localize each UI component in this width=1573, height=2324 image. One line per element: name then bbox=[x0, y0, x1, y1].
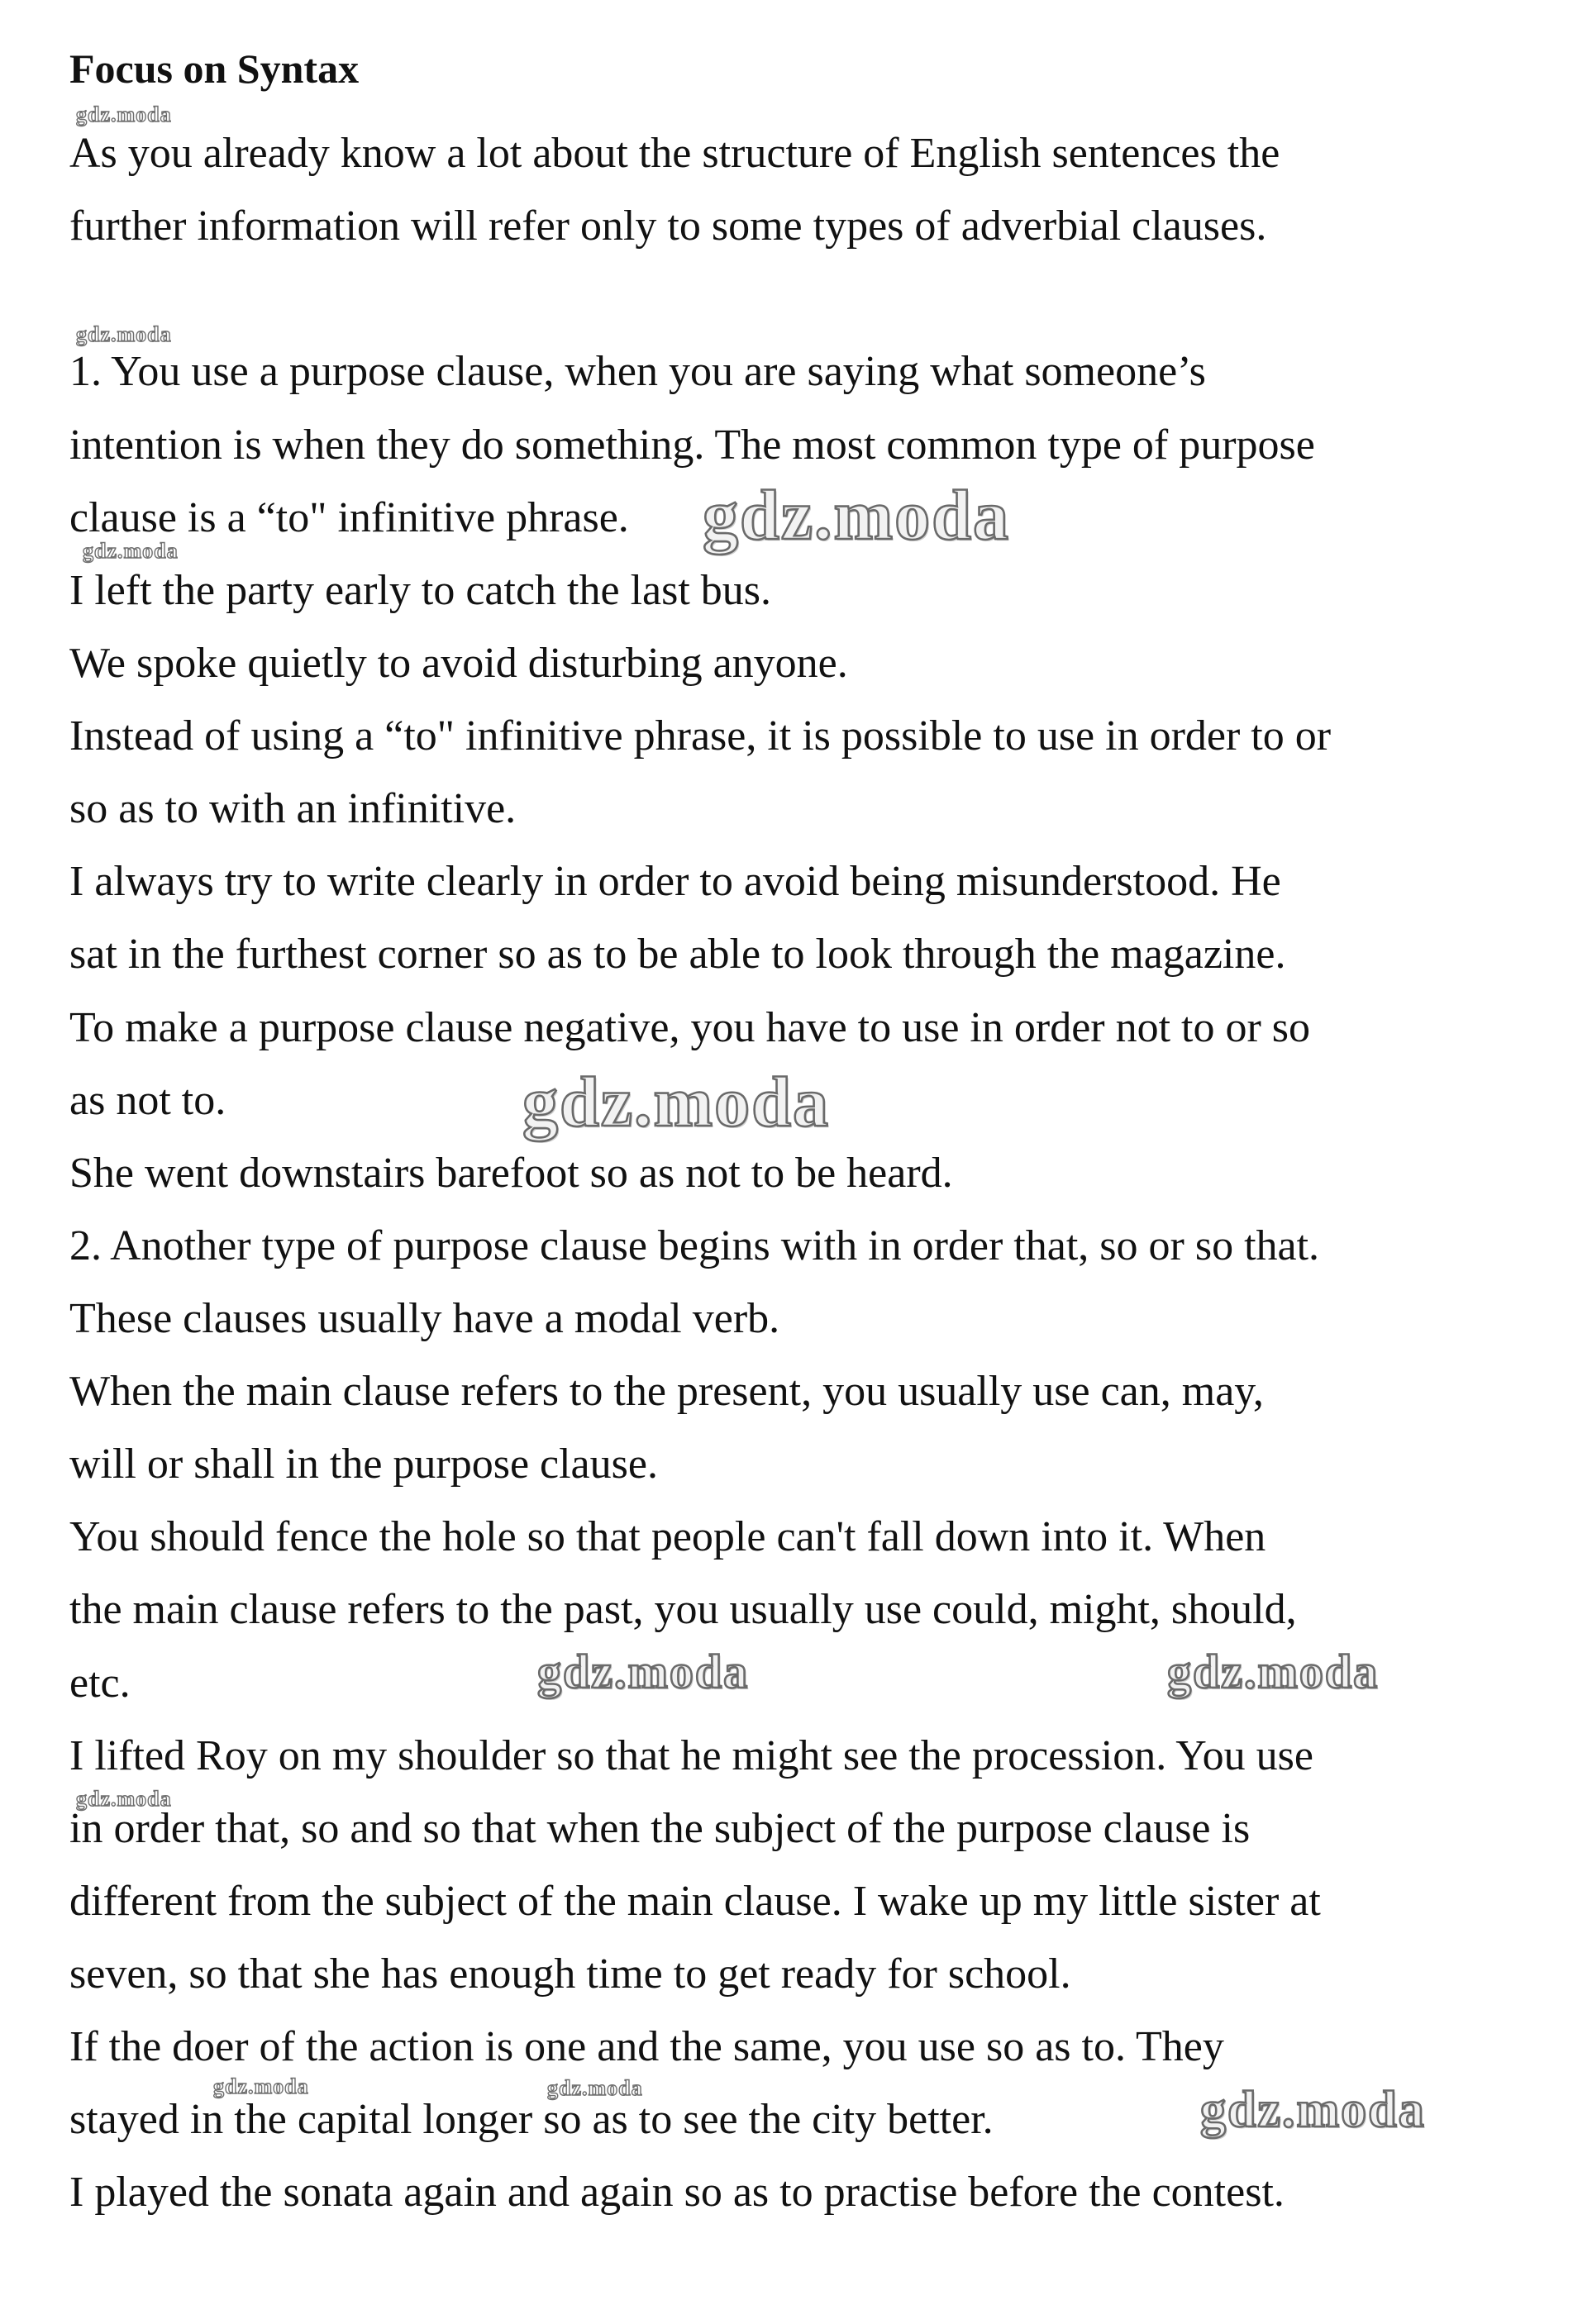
page-title: Focus on Syntax bbox=[69, 45, 360, 92]
watermark-small-2: gdz.moda bbox=[76, 322, 172, 346]
watermark-large-2: gdz.moda bbox=[522, 1062, 830, 1141]
text-line-28: I played the sonata again and again so as to practise before the contest. bbox=[69, 2169, 1285, 2216]
text-line-26: If the doer of the action is one and the same, you use so as to. They bbox=[69, 2023, 1224, 2070]
text-line-24: different from the subject of the main clause. I wake up my little sister at bbox=[69, 1878, 1321, 1925]
text-line-22: I lifted Roy on my shoulder so that he might see the procession. You use bbox=[69, 1732, 1313, 1779]
watermark-large-4: gdz.moda bbox=[1167, 1645, 1380, 1698]
watermark-large-3: gdz.moda bbox=[537, 1645, 750, 1698]
text-line-2: further information will refer only to some types of adverbial clauses. bbox=[69, 202, 1267, 250]
text-line-14: She went downstairs barefoot so as not to be heard. bbox=[69, 1150, 953, 1197]
text-line-25: seven, so that she has enough time to get ready for school. bbox=[69, 1950, 1071, 1998]
text-line-10: I always try to write clearly in order to avoid being misunderstood. He bbox=[69, 858, 1281, 905]
text-line-20: the main clause refers to the past, you usually use could, might, should, bbox=[69, 1586, 1297, 1633]
text-line-11: sat in the furthest corner so as to be able to look through the magazine. bbox=[69, 931, 1286, 978]
watermark-large-5: gdz.moda bbox=[1200, 2082, 1426, 2138]
text-line-27: stayed in the capital longer so as to see the city better. bbox=[69, 2096, 994, 2143]
watermark-small-3: gdz.moda bbox=[83, 539, 179, 563]
text-line-19: You should fence the hole so that people can't fall down into it. When bbox=[69, 1513, 1266, 1560]
text-line-7: We spoke quietly to avoid disturbing anyone. bbox=[69, 640, 848, 687]
text-line-8: Instead of using a “to" infinitive phrase, it is possible to use in order to or bbox=[69, 712, 1332, 760]
text-line-16: These clauses usually have a modal verb. bbox=[69, 1295, 780, 1342]
text-line-18: will or shall in the purpose clause. bbox=[69, 1441, 658, 1488]
text-line-12: To make a purpose clause negative, you have to use in order not to or so bbox=[69, 1004, 1311, 1051]
watermark-small-6: gdz.moda bbox=[547, 2076, 643, 2100]
text-line-4: intention is when they do something. The most common type of purpose bbox=[69, 421, 1315, 469]
watermark-small-4: gdz.moda bbox=[76, 1787, 172, 1811]
text-line-23: in order that, so and so that when the subject of the purpose clause is bbox=[69, 1805, 1251, 1852]
watermark-large-1: gdz.moda bbox=[703, 475, 1010, 555]
text-line-6: I left the party early to catch the last bus. bbox=[69, 567, 772, 614]
text-line-13: as not to. bbox=[69, 1077, 226, 1124]
text-line-3: 1. You use a purpose clause, when you are saying what someone’s bbox=[69, 348, 1206, 395]
watermark-small-1: gdz.moda bbox=[76, 102, 172, 126]
text-line-21: etc. bbox=[69, 1660, 131, 1707]
text-line-15: 2. Another type of purpose clause begins with in order that, so or so that. bbox=[69, 1222, 1320, 1269]
text-line-1: As you already know a lot about the structure of English sentences the bbox=[69, 130, 1280, 177]
watermark-small-5: gdz.moda bbox=[213, 2074, 309, 2098]
text-line-17: When the main clause refers to the present, you usually use can, may, bbox=[69, 1368, 1264, 1415]
text-line-9: so as to with an infinitive. bbox=[69, 785, 517, 832]
text-line-5: clause is a “to" infinitive phrase. bbox=[69, 494, 629, 541]
